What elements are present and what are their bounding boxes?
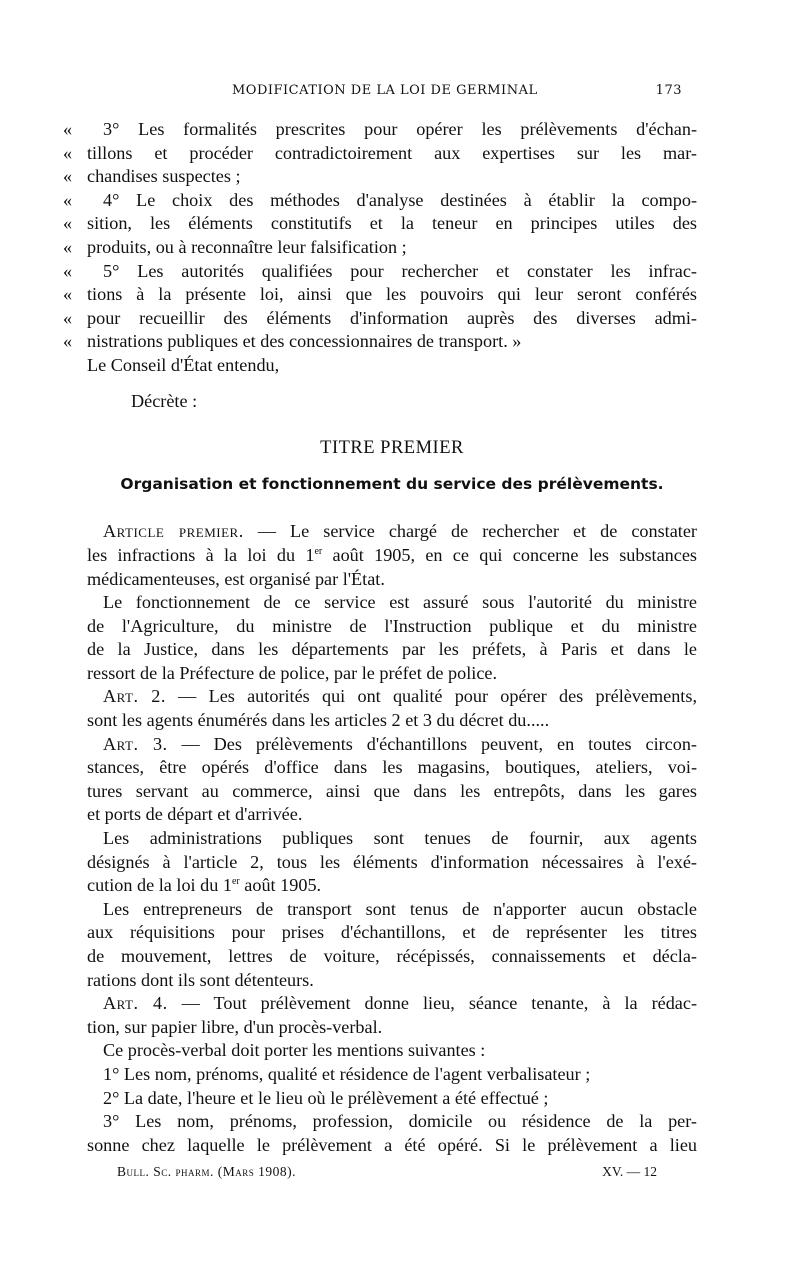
quote-mark: «: [63, 260, 73, 281]
quote-mark: «: [63, 331, 73, 352]
quote-mark: «: [63, 307, 73, 328]
text-line: médicamenteuses, est organisé par l'État.: [87, 568, 385, 589]
list-item: 1° Les nom, prénoms, qualité et résidence de l'agent verbalisateur ;: [103, 1063, 591, 1084]
running-title: MODIFICATION DE LA LOI DE GERMINAL: [232, 83, 538, 98]
text-line: « 3° Les formalités prescrites pour opérer les prélèvements d'échan-: [87, 118, 697, 142]
article-3: Art. 3. — Des prélèvements d'échantillons peuvent, en toutes circon-: [103, 733, 697, 754]
signature-mark: XV. — 12: [602, 1164, 657, 1179]
article-label: Article premier.: [103, 521, 244, 542]
text-line: « pour recueillir des éléments d'information auprès des diverses admi-: [87, 307, 697, 331]
text-line: « produits, ou à reconnaître leur falsification ;: [87, 236, 697, 260]
text-line: et ports de départ et d'arrivée.: [87, 804, 303, 825]
article-2: Art. 2. — Les autorités qui ont qualité pour opérer des prélèvements,: [103, 686, 697, 707]
decrete-line: Décrète :: [131, 390, 198, 411]
list-item: 3° Les nom, prénoms, profession, domicile ou résidence de la per-: [103, 1111, 697, 1132]
section-title: TITRE PREMIER: [320, 438, 464, 459]
text-line: Le fonctionnement de ce service est assuré sous l'autorité du ministre: [103, 592, 697, 613]
page-number: 173: [655, 83, 682, 98]
text-line: « nistrations publiques et des concessionnaires de transport. »: [87, 330, 697, 354]
text-line: aux réquisitions pour prises d'échantillons, et de représenter les titres: [87, 922, 697, 943]
section-subtitle: Organisation et fonctionnement du service des prélèvements.: [120, 474, 664, 493]
list-item: 2° La date, l'heure et le lieu où le prélèvement a été effectué ;: [103, 1087, 549, 1108]
text-line: « sition, les éléments constitutifs et la teneur en principes utiles des: [87, 212, 697, 236]
quote-mark: «: [63, 142, 73, 163]
quote-mark: «: [63, 166, 73, 187]
text-line: stances, être opérés d'office dans les magasins, boutiques, ateliers, voi-: [87, 757, 697, 778]
text-line: rations dont ils sont détenteurs.: [87, 969, 314, 990]
text-line: « 5° Les autorités qualifiées pour rechercher et constater les infrac-: [87, 260, 697, 284]
text-line: « tillons et procéder contradictoirement aux expertises sur les mar-: [87, 142, 697, 166]
text-line: Les administrations publiques sont tenues de fournir, aux agents: [103, 828, 697, 849]
article-4: Art. 4. — Tout prélèvement donne lieu, séance tenante, à la rédac-: [103, 993, 697, 1014]
article-label: Art. 3.: [103, 733, 168, 754]
text-line: Le Conseil d'État entendu,: [87, 354, 280, 375]
text-line: de mouvement, lettres de voiture, récépissés, connaissements et décla-: [87, 946, 697, 966]
article-label: Art. 2.: [103, 686, 166, 707]
text-line: les infractions à la loi du 1er août 1905, en ce qui concerne les substances: [87, 544, 697, 565]
text-line: tures servant au commerce, ainsi que dans les entrepôts, dans les gares: [87, 780, 697, 801]
text-line: « chandises suspectes ;: [87, 165, 697, 189]
text-line: cution de la loi du 1er août 1905.: [87, 875, 322, 896]
text-line: « 4° Le choix des méthodes d'analyse destinées à établir la compo-: [87, 189, 697, 213]
text-line: ressort de la Préfecture de police, par le préfet de police.: [87, 662, 498, 683]
quote-mark: «: [63, 236, 73, 257]
text-line: tion, sur papier libre, d'un procès-verbal.: [87, 1016, 383, 1037]
quote-mark: «: [63, 284, 73, 305]
journal-reference: Bull. Sc. pharm. (Mars 1908).: [117, 1164, 297, 1179]
text-line: de la Justice, dans les départements par les préfets, à Paris et dans le: [87, 639, 697, 660]
text-line: sonne chez laquelle le prélèvement a été opéré. Si le prélèvement a lieu: [87, 1134, 697, 1155]
text-line: Ce procès-verbal doit porter les mentions suivantes :: [103, 1040, 486, 1061]
text-line: Les entrepreneurs de transport sont tenus de n'apporter aucun obstacle: [103, 898, 697, 919]
text-line: sont les agents énumérés dans les articles 2 et 3 du décret du.....: [87, 710, 550, 731]
article-1: Article premier. — Le service chargé de rechercher et de constater: [103, 521, 697, 542]
text-line: de l'Agriculture, du ministre de l'Instruction publique et du ministre: [87, 615, 697, 636]
page-body: [63, 118, 697, 1157]
quote-mark: «: [63, 119, 73, 139]
quote-mark: «: [63, 189, 73, 210]
text-line: « tions à la présente loi, ainsi que les pouvoirs qui leur seront conférés: [87, 283, 697, 307]
article-label: Art. 4.: [103, 993, 168, 1014]
quote-mark: «: [63, 213, 73, 234]
text-line: désignés à l'article 2, tous les éléments d'information nécessaires à l'exé-: [87, 851, 697, 872]
